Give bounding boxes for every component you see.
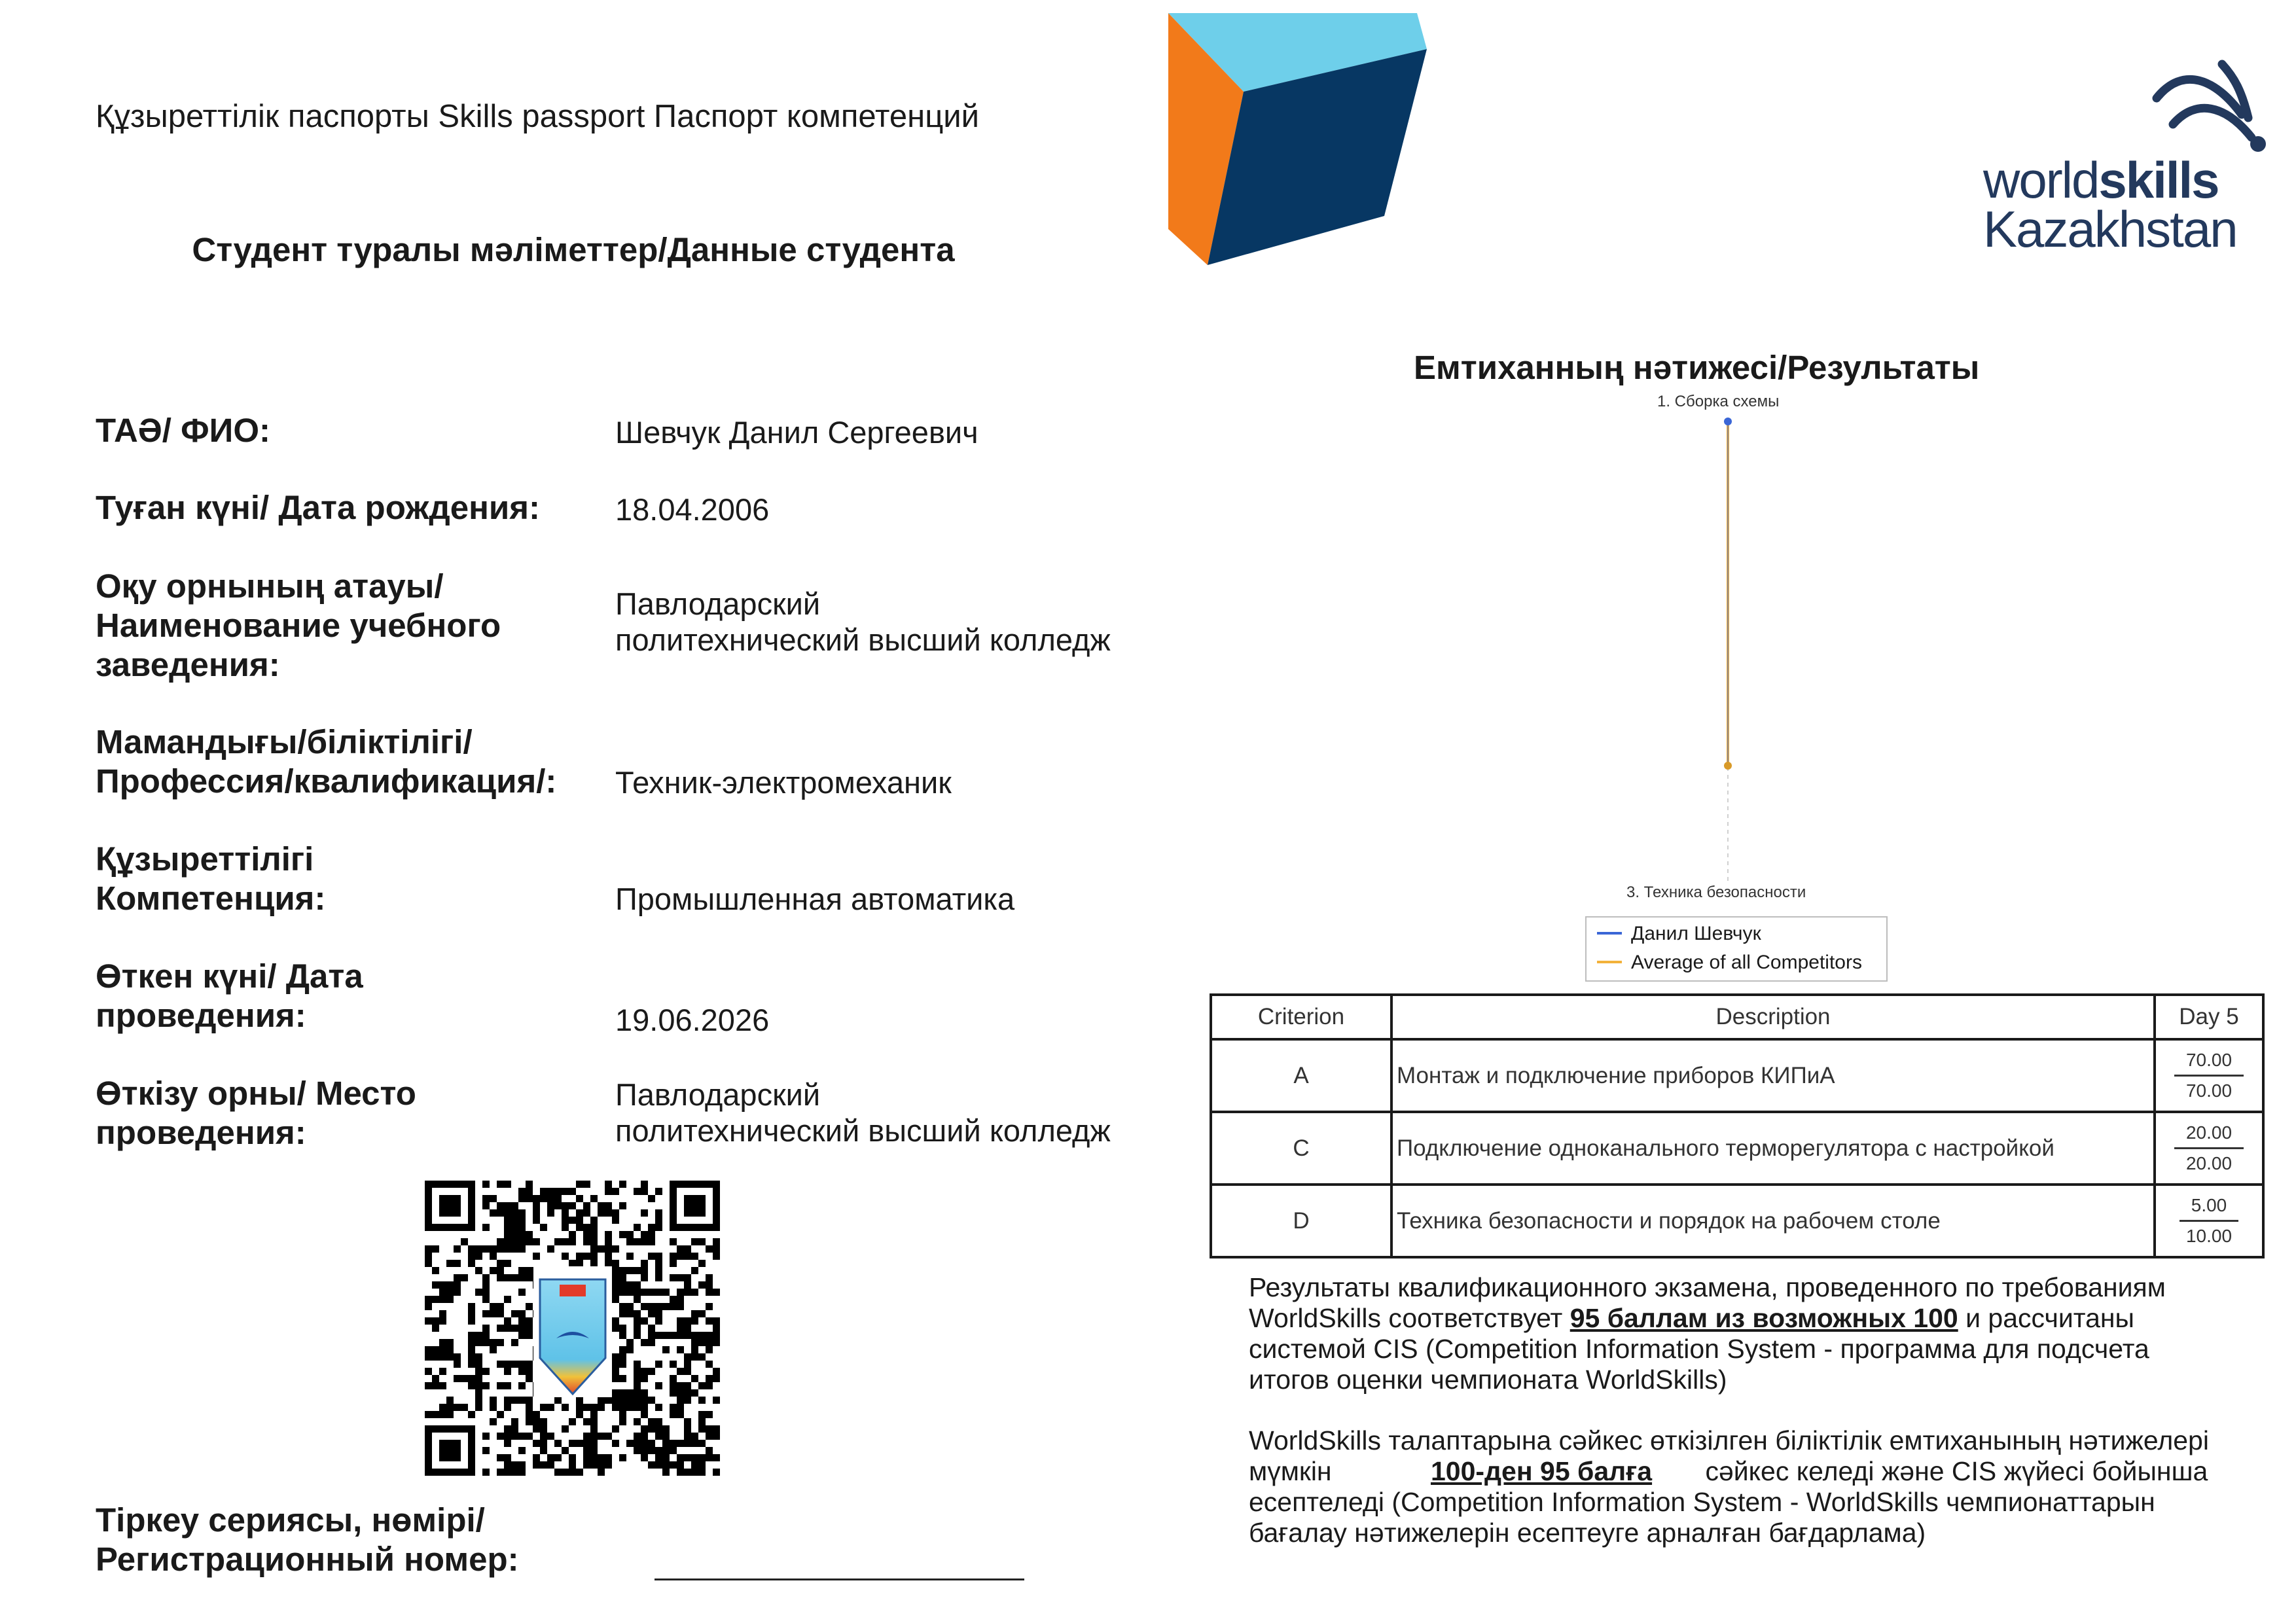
criterion-cell: C — [1211, 1112, 1391, 1185]
profession-label-line: Профессия/квалификация/: — [96, 762, 557, 800]
birth-date-value: 18.04.2006 — [615, 492, 770, 527]
competence-label — [96, 840, 325, 918]
score-cell — [2155, 1039, 2263, 1112]
score-earned: 70.00 — [2174, 1046, 2244, 1077]
radar-axis-label: 3. Техника безопасности — [1626, 883, 1806, 901]
exam-date-label-line: проведения: — [96, 997, 306, 1034]
registration-label-line: Тіркеу сериясы, нөмірі/ — [96, 1501, 485, 1539]
score-max: 70.00 — [2185, 1080, 2233, 1101]
exam-place-label-line: Өткізу орны/ Место — [96, 1075, 416, 1112]
score-max: 10.00 — [2185, 1226, 2233, 1246]
criterion-cell: A — [1211, 1039, 1391, 1112]
data-point-average — [1724, 762, 1732, 770]
summary-line: WorldSkills талаптарына сәйкес өткізілген біліктілік емтиханының нәтижелері — [1249, 1425, 2209, 1455]
results-table — [1210, 993, 2265, 1258]
fio-label: ТАӘ/ ФИО: — [96, 412, 270, 449]
summary-russian — [1249, 1272, 2240, 1395]
score-cell — [2155, 1185, 2263, 1257]
exam-date-value: 19.06.2026 — [615, 1003, 770, 1037]
registration-label — [96, 1501, 519, 1579]
school-label — [96, 567, 501, 685]
description-cell: Монтаж и подключение приборов КИПиА — [1391, 1039, 2155, 1112]
description-cell: Техника безопасности и порядок на рабочем столе — [1391, 1185, 2155, 1257]
school-value-line: политехнический высший колледж — [615, 622, 1111, 657]
school-label-line: Оқу орнының атауы/ — [96, 567, 444, 605]
fio-value: Шевчук Данил Сергеевич — [615, 415, 978, 450]
score-fraction — [2179, 1191, 2239, 1251]
table-header-row — [1211, 995, 2263, 1039]
score-highlight: 95 баллам из возможных 100 — [1570, 1303, 1958, 1333]
score-fraction — [2174, 1118, 2244, 1178]
legend-label: Average of all Competitors — [1631, 952, 1862, 973]
school-label-line: Наименование учебного — [96, 607, 501, 644]
column-header-criterion: Criterion — [1211, 995, 1391, 1039]
table-row — [1211, 1112, 2263, 1185]
results-title: Емтиханның нәтижесі/Результаты — [1414, 349, 1980, 386]
profession-value: Техник-электромеханик — [615, 765, 952, 800]
registration-label-line: Регистрационный номер: — [96, 1541, 519, 1578]
description-cell: Подключение одноканального терморегулятора с настройкой — [1391, 1112, 2155, 1185]
school-label-line: заведения: — [96, 646, 280, 683]
radar-chart — [1689, 393, 1767, 903]
data-point-danil — [1724, 418, 1732, 425]
score-max: 20.00 — [2185, 1153, 2233, 1173]
score-fraction — [2174, 1046, 2244, 1105]
criterion-cell: D — [1211, 1185, 1391, 1257]
logo-wordmark-line1: worldskills — [1983, 151, 2219, 209]
logo-wordmark-line2: Kazakhstan — [1983, 200, 2237, 258]
summary-line: итогов оценки чемпионата WorldSkills) — [1249, 1364, 1727, 1395]
exam-place-value-line: политехнический высший колледж — [615, 1113, 1111, 1148]
summary-line: системой CIS (Competition Information System - программа для подсчета — [1249, 1334, 2149, 1364]
competence-value: Промышленная автоматика — [615, 882, 1015, 916]
summary-line: бағалау нәтижелерін есептеуге арналған бағдарлама) — [1249, 1518, 1926, 1548]
birth-date-label: Туған күні/ Дата рождения: — [96, 489, 540, 526]
score-highlight: 100-ден 95 балға — [1430, 1456, 1653, 1486]
chart-legend — [1585, 916, 1888, 982]
table-row — [1211, 1039, 2263, 1112]
competence-label-line: Компетенция: — [96, 880, 326, 917]
summary-line: Результаты квалификационного экзамена, проведенного по требованиям — [1249, 1272, 2166, 1302]
score-earned: 20.00 — [2174, 1118, 2244, 1149]
profession-label — [96, 722, 556, 801]
profession-label-line: Мамандығы/біліктілігі/ — [96, 723, 473, 760]
exam-date-label-line: Өткен күні/ Дата — [96, 957, 363, 995]
competence-label-line: Құзыреттілігі — [96, 840, 314, 878]
score-earned: 5.00 — [2179, 1191, 2239, 1222]
table-row — [1211, 1185, 2263, 1257]
college-emblem-icon — [533, 1266, 612, 1397]
registration-number-line — [655, 1578, 1024, 1580]
school-value-line: Павлодарский — [615, 586, 821, 621]
exam-date-label — [96, 957, 363, 1035]
summary-line: WorldSkills соответствует 95 баллам из возможных 100 и рассчитаны — [1249, 1303, 2135, 1333]
passport-title: Құзыреттілік паспорты Skills passport Паспорт компетенций — [96, 99, 980, 134]
worldskills-emblem-icon — [2144, 52, 2268, 157]
radar-axis-label: 1. Сборка схемы — [1657, 393, 1780, 410]
legend-entry — [1597, 923, 1761, 945]
exam-place-value — [615, 1077, 1111, 1149]
legend-entry — [1597, 952, 1862, 974]
summary-line: мүмкін 100-ден 95 балға сәйкес келеді және CIS жүйесі бойынша — [1249, 1456, 2208, 1486]
worldskills-logo — [1983, 52, 2271, 262]
legend-marker — [1597, 961, 1622, 963]
legend-marker — [1597, 932, 1622, 935]
column-header-day: Day 5 — [2155, 995, 2263, 1039]
student-section-title: Студент туралы мәліметтер/Данные студента — [192, 231, 955, 268]
exam-place-label — [96, 1074, 416, 1152]
score-cell — [2155, 1112, 2263, 1185]
summary-kazakh — [1249, 1425, 2240, 1548]
column-header-description: Description — [1391, 995, 2155, 1039]
exam-place-value-line: Павлодарский — [615, 1077, 821, 1112]
legend-label: Данил Шевчук — [1631, 923, 1761, 944]
cube-graphic — [1165, 10, 1440, 272]
exam-place-label-line: проведения: — [96, 1114, 306, 1151]
school-value — [615, 586, 1111, 658]
qr-code — [422, 1178, 720, 1479]
summary-line: есептеледі (Competition Information System - WorldSkills чемпионаттарын — [1249, 1487, 2155, 1517]
